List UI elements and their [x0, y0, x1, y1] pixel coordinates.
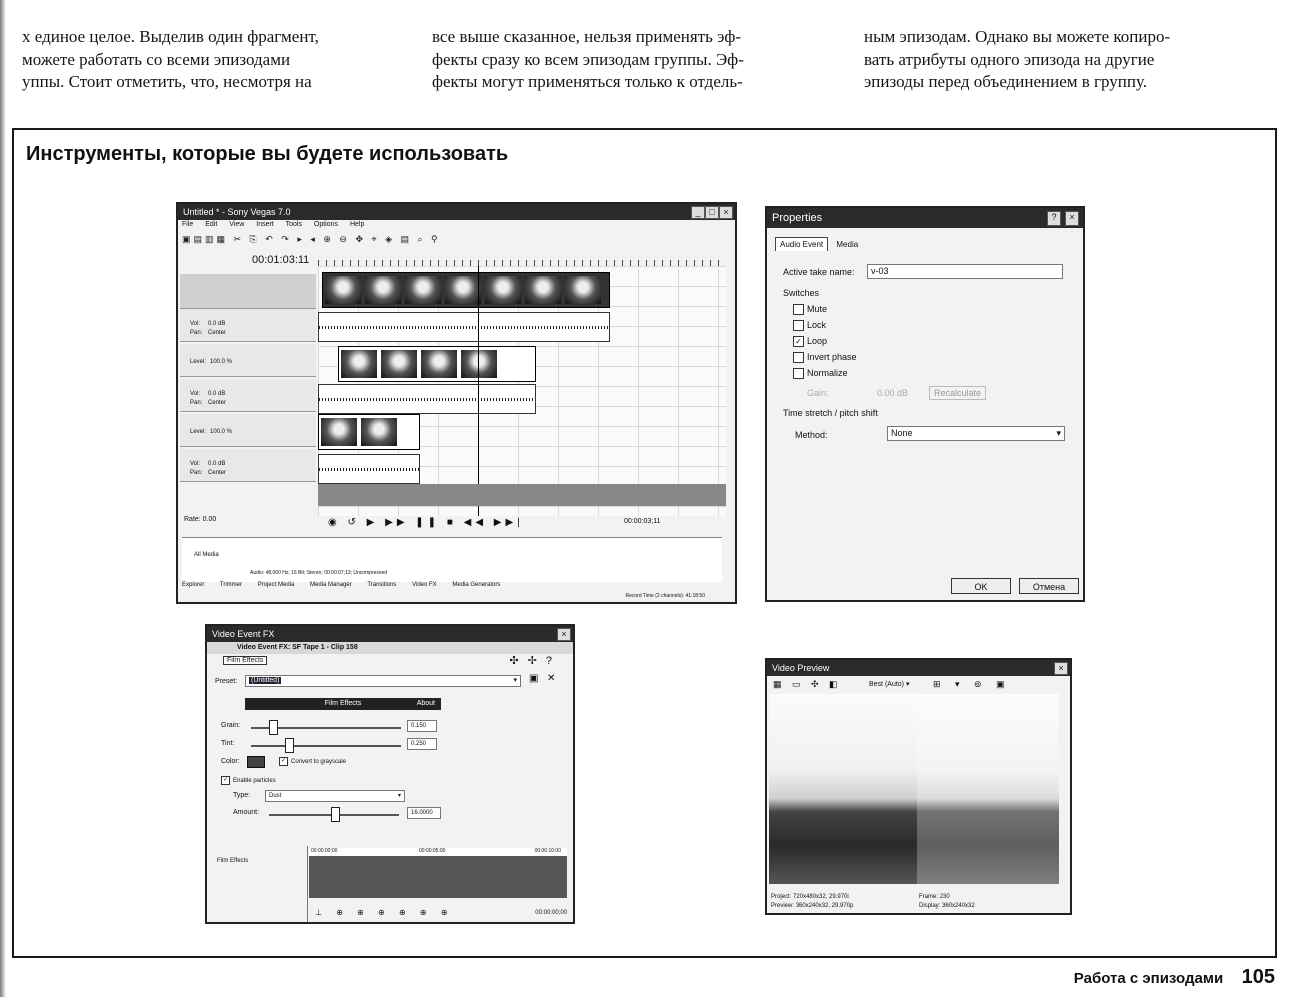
delete-preset-icon[interactable]: ✕	[547, 673, 556, 684]
preview-titlebar	[767, 660, 1070, 676]
menu-help[interactable]: Help	[349, 221, 365, 228]
ruler-time-3: 00:00:10:00	[534, 848, 561, 854]
chevron-down-icon: ▾	[513, 677, 517, 684]
quality-select[interactable]	[869, 680, 909, 688]
menu-file[interactable]: File	[182, 221, 194, 228]
lock-label: Lock	[807, 320, 827, 330]
pan-value: Center	[208, 400, 227, 406]
level-value: 100.0 %	[210, 429, 233, 435]
pan-label: Pan:	[190, 400, 203, 406]
tab-explorer[interactable]: Explorer	[182, 582, 205, 588]
pan-value: Center	[208, 470, 227, 476]
checkbox-icon	[793, 352, 804, 363]
menu-options[interactable]: Options	[313, 221, 339, 228]
mute-checkbox[interactable]	[793, 304, 827, 315]
track-header-video-3[interactable]	[180, 414, 316, 447]
close-icon[interactable]: ×	[557, 628, 571, 641]
checkmark-icon: ✓	[793, 336, 804, 347]
amount-field[interactable]: 16.0000	[407, 807, 441, 819]
chevron-down-icon: ▾	[905, 681, 910, 688]
tint-label: Tint:	[221, 740, 235, 747]
track-header-audio-2[interactable]	[180, 379, 316, 412]
gain-value: 0.00 dB	[877, 388, 909, 398]
frame-info	[919, 894, 950, 900]
tint-slider[interactable]	[251, 745, 401, 747]
fx-keyframe-timeline[interactable]	[309, 848, 567, 898]
book-spine-shadow	[0, 0, 6, 997]
recalculate-button[interactable]: Recalculate	[929, 386, 986, 400]
preview-toolbar-left: ▦ ▭ ✣ ◧	[773, 679, 842, 689]
fx-ruler	[309, 848, 567, 856]
section-title: Работа с эпизодами	[1073, 970, 1224, 987]
rate-label: Rate: 0.00	[184, 516, 217, 523]
grain-label: Grain:	[221, 722, 241, 729]
explorer-item-all-media[interactable]: All Media	[194, 552, 219, 558]
track-header-video-2[interactable]	[180, 344, 316, 377]
chevron-down-icon: ▾	[1056, 428, 1061, 438]
method-label: Method:	[795, 430, 828, 440]
text-line: ным эпизодам. Однако вы можете копиро-	[864, 27, 1171, 46]
maximize-icon[interactable]: □	[705, 206, 719, 219]
video-clip[interactable]	[318, 414, 420, 450]
lock-checkbox[interactable]	[793, 320, 826, 331]
preview-info	[771, 903, 853, 909]
audio-clip[interactable]	[318, 384, 536, 414]
color-swatch[interactable]	[247, 756, 265, 768]
text-line: х единое целое. Выделив один фрагмент,	[22, 27, 319, 46]
close-icon[interactable]: ×	[719, 206, 733, 219]
display-info	[919, 903, 975, 909]
vol-label: Vol:	[190, 391, 201, 397]
vol-value: 0.0 dB	[208, 321, 226, 327]
close-icon[interactable]: ×	[1065, 211, 1079, 226]
fx-titlebar	[207, 626, 573, 642]
properties-tabs	[775, 240, 862, 249]
tab-audio-event[interactable]: Audio Event	[775, 237, 828, 251]
track-header-audio-1[interactable]	[180, 309, 316, 342]
display-label: Display:	[919, 903, 941, 909]
fx-timecode: 00:00:00;00	[535, 910, 567, 916]
menu-insert[interactable]: Insert	[256, 221, 274, 228]
text-line: фекты могут применяться только к отдель-	[432, 72, 743, 91]
ok-button[interactable]: OK	[951, 578, 1011, 594]
tab-video-fx[interactable]: Video FX	[412, 582, 437, 588]
invert-phase-label: Invert phase	[807, 352, 857, 362]
gain-label: Gain:	[807, 388, 829, 398]
project-value: 720x480x32, 29.970i	[793, 894, 849, 900]
method-select[interactable]	[887, 426, 1065, 441]
fx-title: Video Event FX	[212, 629, 275, 639]
menu-edit[interactable]: Edit	[205, 221, 218, 228]
fx-subtitle: Video Event FX: SF Tape 1 - Clip 158	[207, 642, 573, 654]
preview-label: Preview:	[771, 903, 795, 909]
project-label: Project:	[771, 894, 792, 900]
vol-label: Vol:	[190, 321, 201, 327]
playhead[interactable]	[478, 266, 479, 516]
main-menubar	[178, 220, 735, 232]
type-select[interactable]	[265, 790, 405, 802]
text-column-2	[432, 26, 837, 94]
pan-label: Pan:	[190, 330, 203, 336]
box-title: Инструменты, которые вы будете использовать	[26, 143, 509, 165]
grain-field[interactable]: 0.150	[407, 720, 437, 732]
vol-label: Vol:	[190, 461, 201, 467]
particles-checkbox[interactable]	[221, 776, 276, 785]
checkbox-icon	[793, 368, 804, 379]
checkbox-icon	[793, 320, 804, 331]
fx-panel-title: Film Effects	[324, 700, 362, 707]
vol-value: 0.0 dB	[208, 391, 226, 397]
level-label: Level:	[190, 429, 207, 435]
audio-clip[interactable]	[318, 454, 420, 484]
mute-label: Mute	[807, 304, 828, 314]
text-column-1	[22, 26, 407, 94]
frame-value: 230	[939, 894, 950, 900]
preset-label: Preset:	[215, 678, 238, 685]
video-event-fx-window	[205, 624, 575, 924]
amount-label: Amount:	[233, 809, 260, 816]
text-column-3	[864, 26, 1269, 94]
grayscale-label: Convert to grayscale	[291, 759, 347, 766]
cancel-button[interactable]: Отмена	[1019, 578, 1079, 594]
vegas-main-window	[176, 202, 737, 604]
checkbox-icon	[793, 304, 804, 315]
menu-tools[interactable]: Tools	[285, 221, 302, 228]
fx-track-list	[211, 846, 308, 922]
position-readout: 00:00:03;11	[624, 518, 661, 525]
tab-project-media[interactable]: Project Media	[257, 582, 295, 588]
page-footer	[1074, 966, 1275, 989]
fx-track-name[interactable]: Film Effects	[217, 858, 249, 864]
properties-dialog	[765, 206, 1085, 602]
take-name-label: Active take name:	[783, 267, 855, 277]
preview-split-overlay	[917, 694, 1059, 884]
tint-slider-thumb[interactable]	[285, 738, 294, 753]
preset-select[interactable]	[245, 675, 521, 687]
particles-label: Enable particles	[233, 778, 276, 785]
video-preview-window	[765, 658, 1072, 915]
loop-checkbox[interactable]	[793, 336, 827, 347]
fx-transport: ⊥ ⊕ ⊕ ⊕ ⊕ ⊕ ⊕	[315, 908, 454, 917]
tab-trimmer[interactable]: Trimmer	[219, 582, 243, 588]
main-titlebar	[178, 204, 735, 220]
page-number: 105	[1241, 966, 1275, 988]
text-line: эпизоды перед объединением в группу.	[864, 72, 1148, 91]
properties-title: Properties	[772, 212, 823, 224]
checkmark-icon: ✓	[280, 758, 287, 764]
preset-value: (Untitled)	[251, 677, 280, 684]
status-bar: Record Time (2 channels): 41:18:50	[625, 593, 705, 599]
tint-field[interactable]: 0.250	[407, 738, 437, 750]
about-button[interactable]: About	[416, 700, 435, 707]
color-label: Color:	[221, 758, 240, 765]
video-clip[interactable]	[338, 346, 536, 382]
level-value: 100.0 %	[210, 359, 233, 365]
tab-media-manager[interactable]: Media Manager	[310, 582, 352, 588]
tab-transitions[interactable]: Transitions	[367, 582, 397, 588]
invert-phase-checkbox[interactable]	[793, 352, 857, 363]
quality-value: Best (Auto)	[869, 681, 905, 688]
audio-info: Audio: 48,000 Hz; 16 Bit; Stereo; 00:00:07;13; Uncompressed	[250, 570, 388, 576]
timeline-area[interactable]	[318, 266, 726, 516]
text-line: можете работать со всеми эпизодами	[22, 49, 291, 69]
project-info	[771, 894, 849, 900]
stretch-label: Time stretch / pitch shift	[783, 408, 878, 418]
level-label: Level:	[190, 359, 207, 365]
timeline-scrollbar[interactable]	[318, 484, 726, 506]
type-label: Type:	[233, 792, 251, 799]
preview-value: 360x240x32, 29.970p	[795, 903, 854, 909]
pan-value: Center	[208, 330, 227, 336]
minimize-icon[interactable]: _	[691, 206, 705, 219]
tab-media[interactable]: Media	[836, 240, 859, 249]
transport-controls: ◉ ↺ ▶ ▶▶ ❚❚ ■ ◀◀ ▶▶|	[328, 517, 524, 528]
track-header-video-1[interactable]	[180, 274, 316, 309]
save-preset-icon[interactable]: ▣	[529, 673, 539, 684]
close-icon[interactable]: ×	[1054, 662, 1068, 675]
switches-label: Switches	[783, 288, 820, 298]
video-clip[interactable]	[322, 272, 610, 308]
display-value: 360x240x32	[942, 903, 975, 909]
normalize-checkbox[interactable]	[793, 368, 848, 379]
chevron-down-icon: ▾	[397, 793, 401, 799]
frame-label: Frame:	[919, 894, 939, 900]
take-name-field[interactable]: v-03	[867, 264, 1063, 279]
main-toolbar: ▣▤▥▦ ✂ ⎘ ↶ ↷ ▸ ◂ ⊕ ⊖ ✥ ⌖ ◈ ▤ ⌕ ⚲	[182, 234, 441, 244]
text-line: уппы. Стоит отметить, что, несмотря на	[22, 72, 312, 91]
type-value: Dust	[269, 793, 282, 799]
loop-label: Loop	[807, 336, 828, 346]
explorer-pane	[182, 537, 722, 582]
audio-clip[interactable]	[318, 312, 610, 342]
main-window-title: Untitled * - Sony Vegas 7.0	[183, 207, 291, 217]
fx-chain-tools: ✣ ✢ ?	[509, 655, 555, 667]
track-header-audio-3[interactable]	[180, 449, 316, 482]
method-value: None	[891, 428, 913, 438]
window-tabs	[182, 582, 500, 588]
vol-value: 0.0 dB	[208, 461, 226, 467]
tab-media-generators[interactable]: Media Generators	[452, 582, 501, 588]
ruler-time-1: 00:00:00:00	[311, 848, 338, 854]
normalize-label: Normalize	[807, 368, 848, 378]
menu-view[interactable]: View	[229, 221, 245, 228]
pan-label: Pan:	[190, 470, 203, 476]
grayscale-checkbox[interactable]	[279, 757, 346, 766]
ruler-time-2: 00:00:05:00	[419, 848, 446, 854]
help-icon[interactable]: ?	[1047, 211, 1061, 226]
fx-chain-item[interactable]: Film Effects	[223, 656, 267, 665]
checkmark-icon: ✓	[222, 777, 229, 783]
fx-panel-header	[245, 698, 441, 710]
grain-slider-thumb[interactable]	[269, 720, 278, 735]
preview-title: Video Preview	[772, 663, 830, 673]
properties-titlebar	[767, 208, 1083, 228]
text-line: все выше сказанное, нельзя применять эф-	[432, 27, 741, 46]
text-line: фекты сразу ко всем эпизодам группы. Эф-	[432, 49, 744, 69]
amount-slider-thumb[interactable]	[331, 807, 340, 822]
preview-toolbar-right: ⊞ ▾ ⊚ ▣	[933, 679, 1011, 689]
text-line: вать атрибуты одного эпизода на другие	[864, 49, 1155, 69]
timecode-display: 00:01:03:11	[252, 254, 310, 266]
